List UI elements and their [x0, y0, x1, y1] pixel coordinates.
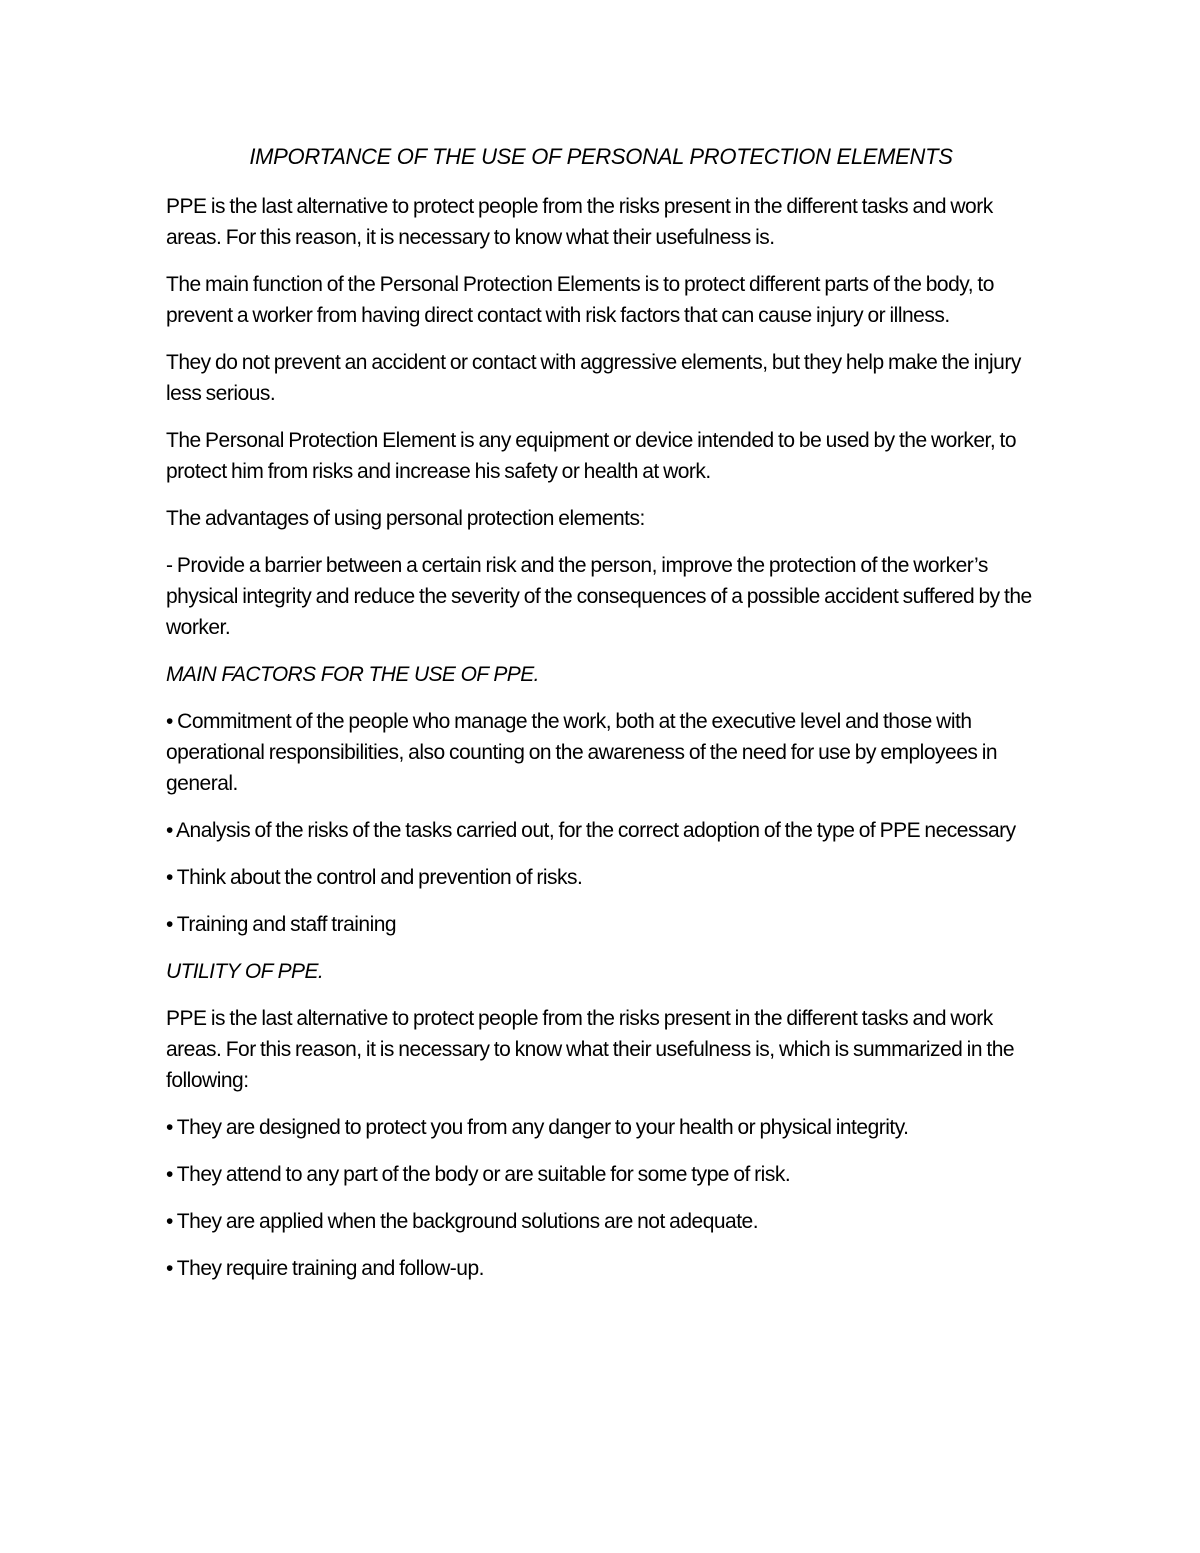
intro-paragraph: They do not prevent an accident or contact with aggressive elements, but they help make the injury less serious. — [166, 351, 1021, 405]
factors-item: • Think about the control and prevention of risks. — [166, 866, 583, 889]
intro-paragraph: PPE is the last alternative to protect people from the risks present in the different tasks and work areas. For this reason, it is necessary to know what their usefulness is. — [166, 195, 993, 249]
document-title: IMPORTANCE OF THE USE OF PERSONAL PROTECTION ELEMENTS — [249, 144, 953, 169]
utility-heading: UTILITY OF PPE. — [166, 960, 324, 983]
factors-item: • Commitment of the people who manage the work, both at the executive level and those with operational responsibilities, also counting on the awareness of the need for use by employees in general. — [166, 710, 998, 795]
utility-item: • They attend to any part of the body or are suitable for some type of risk. — [166, 1163, 791, 1186]
utility-intro: PPE is the last alternative to protect people from the risks present in the different tasks and work areas. For this reason, it is necessary to know what their usefulness is, which is summarized in the following: — [166, 1007, 1015, 1092]
intro-paragraph: The main function of the Personal Protection Elements is to protect different parts of the body, to prevent a worker from having direct contact with risk factors that can cause injury or illness. — [166, 273, 994, 327]
document-body — [166, 142, 1036, 1300]
advantages-intro: The advantages of using personal protection elements: — [166, 507, 645, 530]
advantages-item: - Provide a barrier between a certain risk and the person, improve the protection of the worker’s physical integrity and reduce the severity of the consequences of a possible accident suffered by the worker. — [166, 554, 1032, 639]
intro-paragraph: The Personal Protection Element is any equipment or device intended to be used by the worker, to protect him from risks and increase his safety or health at work. — [166, 429, 1017, 483]
utility-item: • They are applied when the background solutions are not adequate. — [166, 1210, 759, 1233]
factors-heading: MAIN FACTORS FOR THE USE OF PPE. — [166, 663, 539, 686]
factors-item: • Analysis of the risks of the tasks carried out, for the correct adoption of the type of PPE necessary — [166, 819, 1016, 842]
utility-item: • They are designed to protect you from any danger to your health or physical integrity. — [166, 1116, 909, 1139]
utility-item: • They require training and follow-up. — [166, 1257, 484, 1280]
factors-item: • Training and staff training — [166, 913, 397, 936]
